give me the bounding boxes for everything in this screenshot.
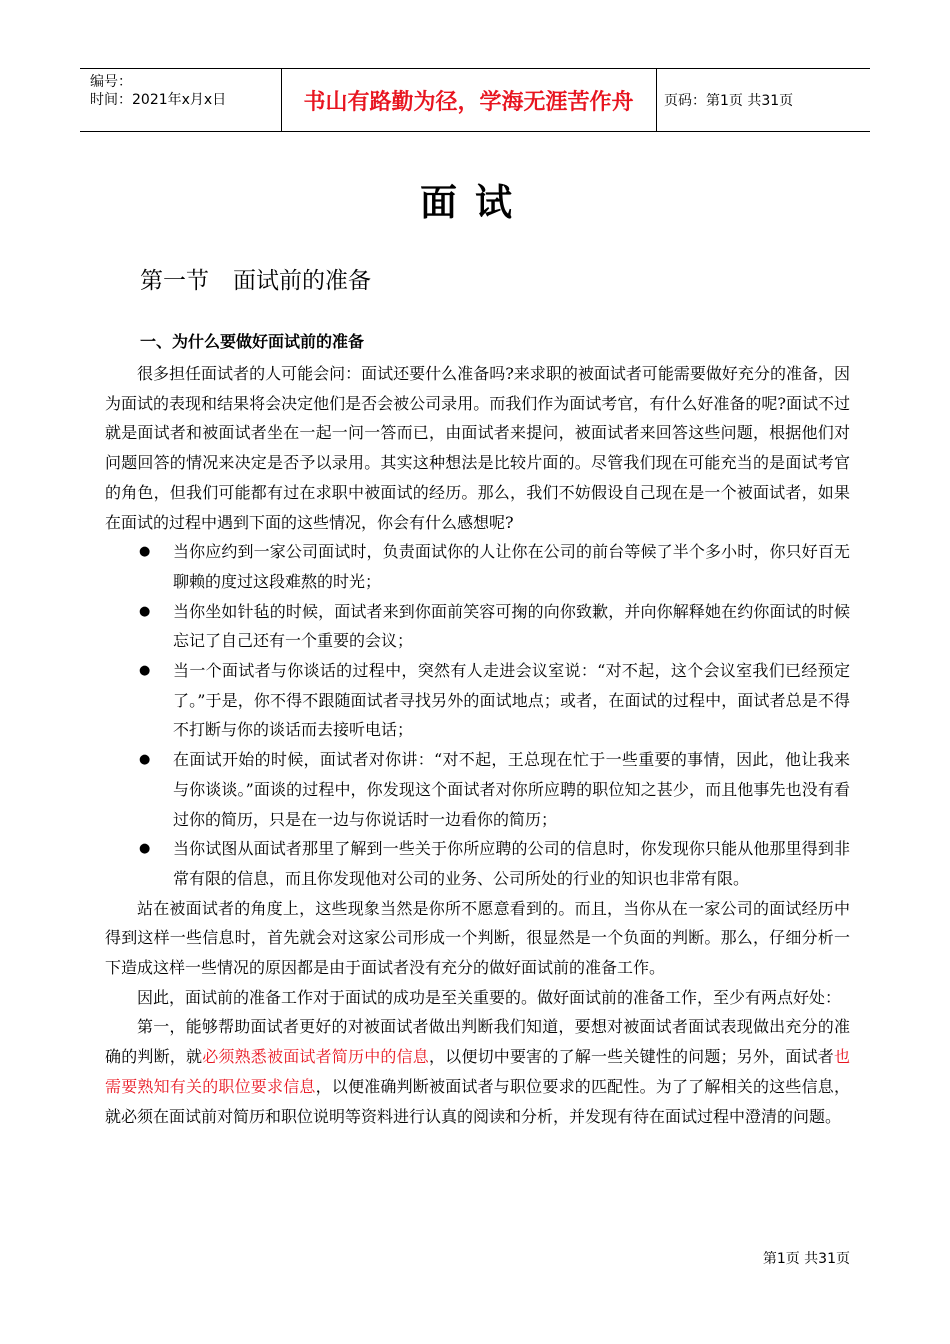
page-footer: 第1页 共31页 — [762, 1251, 850, 1267]
list-item — [105, 745, 850, 834]
header-divider — [656, 69, 657, 131]
list-item-text: 当一个面试者与你谈话的过程中，突然有人走进会议室说：“对不起，这个会议室我们已经预定了。”于是，你不得不跟随面试者寻找另外的面试地点；或者，在面试的过程中，面试者总是不得不打断与你的谈话而去接听电话； — [173, 661, 850, 740]
list-item — [105, 656, 850, 745]
header-meta — [90, 73, 280, 109]
paragraph-after: 站在被面试者的角度上，这些现象当然是你所不愿意看到的。而且，当你从在一家公司的面试经历中得到这样一些信息时，首先就会对这家公司形成一个判断，很显然是一个负面的判断。那么，仔细分析一下造成这样一些情况的原因都是由于面试者没有充分的做好面试前的准备工作。 — [105, 898, 850, 978]
paragraph-intro: 很多担任面试者的人可能会问：面试还要什么准备吗?来求职的被面试者可能需要做好充分的准备，因为面试的表现和结果将会决定他们是否会被公司录用。而我们作为面试考官，有什么好准备的呢?面试不过就是面试者和被面试者坐在一起一问一答而已，由面试者来提问，被面试者来回答这些问题，根据他们对问题回答的情况来决定是否予以录用。其实这种想法是比较片面的。尽管我们现在可能充当的是面试考官的角色，但我们可能都有过在求职中被面试的经历。那么，我们不妨假设自己现在是一个被面试者，如果在面试的过程中遇到下面的这些情况，你会有什么感想呢? — [105, 364, 850, 532]
paragraph-first-text: ，以便切中要害的了解一些关键性的问题；另外，面试者 — [428, 1047, 834, 1067]
paragraph-first-text: 第一，能够帮助面试者更好的对被面试者做出判断我们知道，要想对被面试者面试表现做出充分的准确的判断，就 — [105, 1017, 850, 1067]
bullet-icon: ● — [139, 841, 151, 857]
paragraph-first-text: ，以便准确判断被面试者与职位要求的匹配性。为了了解相关的这些信息，就必须在面试前对简历和职位说明等资料进行认真的阅读和分析，并发现有待在面试过程中澄清的问题。 — [105, 1076, 850, 1126]
list-item — [105, 537, 850, 596]
section-name: 面试前的准备 — [233, 268, 371, 294]
section-number: 第一节 — [140, 268, 209, 294]
header-motto: 书山有路勤为径，学海无涯苦作舟 — [303, 89, 634, 115]
header-page-label: 页码：第1页 共31页 — [664, 93, 794, 109]
list-item-text: 在面试开始的时候，面试者对你讲：“对不起，王总现在忙于一些重要的事情，因此，他让我来与你谈谈。”面谈的过程中，你发现这个面试者对你所应聘的职位知之甚少，而且他事先也没有看过你的简历，只是在一边与你说话时一边看你的简历； — [173, 750, 850, 829]
bullet-icon: ● — [139, 663, 151, 679]
highlight-job-requirements: 也需要熟知有关的职位要求信息 — [105, 1047, 850, 1096]
paragraph-first — [105, 1012, 850, 1131]
section-heading — [140, 262, 371, 295]
bullet-icon: ● — [139, 752, 151, 768]
time-label: 时间：2021年x月x日 — [90, 92, 227, 108]
list-item — [105, 597, 850, 656]
highlight-resume-info: 必须熟悉被面试者简历中的信息 — [202, 1047, 429, 1067]
list-item-text: 当你试图从面试者那里了解到一些关于你所应聘的公司的信息时，你发现你只能从他那里得到非常有限的信息，而且你发现他对公司的业务、公司所处的行业的知识也非常有限。 — [173, 839, 850, 888]
header-table — [80, 68, 870, 132]
list-item-text: 当你应约到一家公司面试时，负责面试你的人让你在公司的前台等候了半个多小时，你只好百无聊赖的度过这段难熬的时光； — [173, 542, 850, 591]
document-title: 面试 — [420, 181, 530, 224]
subheading: 一、为什么要做好面试前的准备 — [140, 332, 365, 351]
paragraph-therefore: 因此，面试前的准备工作对于面试的成功是至关重要的。做好面试前的准备工作，至少有两点好处： — [137, 987, 842, 1007]
number-label: 编号： — [90, 74, 132, 90]
list-item — [105, 834, 850, 893]
bullet-list — [105, 537, 850, 893]
body-text — [105, 359, 850, 1131]
list-item-text: 当你坐如针毡的时候，面试者来到你面前笑容可掬的向你致歉，并向你解释她在约你面试的时候忘记了自己还有一个重要的会议； — [173, 601, 850, 651]
bullet-icon: ● — [139, 544, 151, 560]
bullet-icon: ● — [139, 603, 151, 619]
